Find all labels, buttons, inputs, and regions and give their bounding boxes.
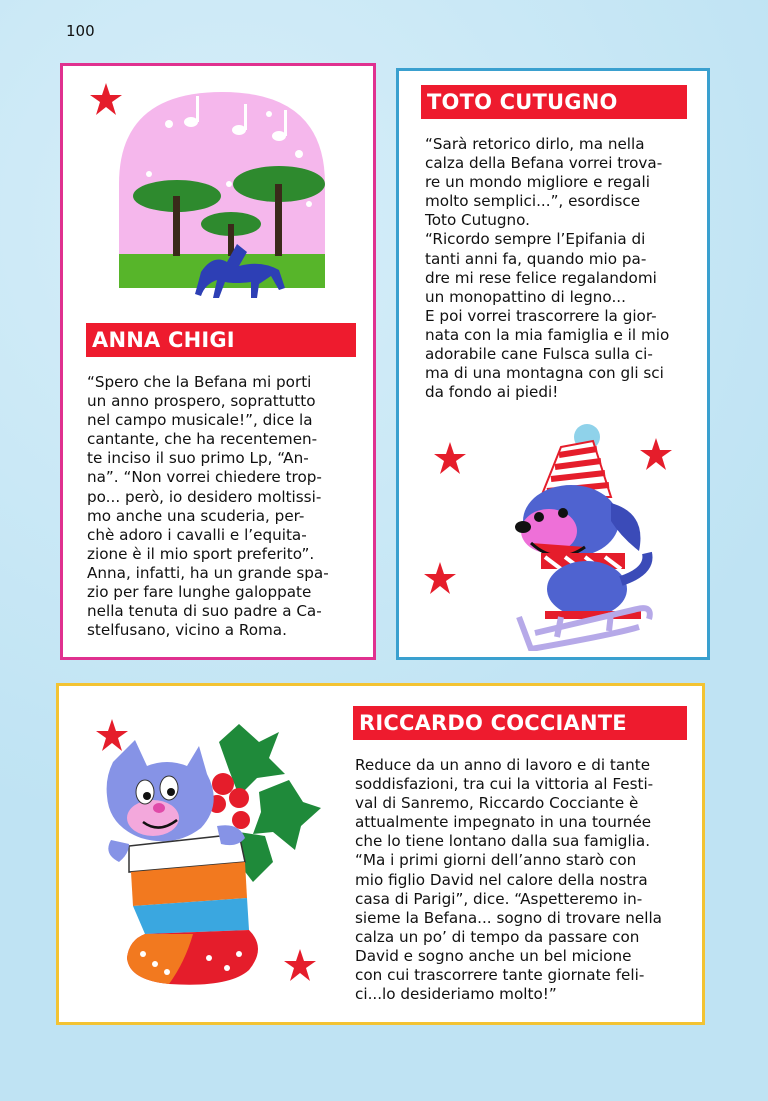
page-number: 100 — [66, 22, 95, 40]
anna-chigi-text: “Spero che la Befana mi porti un anno prospero, soprattutto nel campo musicale!”, dice la cantante, che ha recentemen- te inciso il suo primo Lp, “An- na”. “Non vorrei chiedere trop- po... però, io desidero moltissi- mo anche una scuderia, per- chè adoro i cavalli e l’equita- zione è il mio sport preferito”. Anna, infatti, ha un grande spa- zio per fare lunghe galoppate nella tenuta di suo padre a Ca- stelfusano, vicino a Roma. — [87, 373, 329, 640]
article-riccardo-cocciante — [56, 683, 705, 1025]
kitten-stocking-illustration — [89, 722, 339, 992]
star-icon — [423, 561, 457, 595]
puppy-sled-illustration — [461, 421, 661, 651]
toto-cutugno-text: “Sarà retorico dirlo, ma nella calza della Befana vorrei trova- re un mondo migliore e regali molto semplici...”, esordisce Toto Cutugno. “Ricordo sempre l’Epifania di tanti anni fa, quando mio pa- dre mi rese felice regalandomi un monopattino di legno... E poi vorrei trascorrere la gior- nata con la mia famiglia e il mio adorabile cane Fulsca sulla ci- ma di una montagna con gli sci da fondo ai piedi! — [425, 135, 670, 402]
anna-chigi-title: ANNA CHIGI — [86, 323, 356, 357]
article-anna-chigi — [60, 63, 376, 660]
toto-cutugno-title: TOTO CUTUGNO — [421, 85, 687, 119]
horse-illustration — [109, 84, 335, 304]
riccardo-cocciante-title: RICCARDO COCCIANTE — [353, 706, 687, 740]
riccardo-cocciante-text: Reduce da un anno di lavoro e di tante soddisfazioni, tra cui la vittoria al Festi- val di Sanremo, Riccardo Cocciante è attualmente impegnato in una tournée che lo tiene lontano dalla sua famiglia. “Ma i primi giorni dell’anno starò con mio figlio David nel calore della nostra casa di Parigi”, dice. “Aspetteremo in- sieme la Befana... sogno di trovare nella calza un po’ di tempo da passare con David e sogno anche un bel micione con cui trascorrere tante giornate feli- ci...lo desideriamo molto!” — [355, 756, 662, 1004]
article-toto-cutugno — [396, 68, 710, 660]
